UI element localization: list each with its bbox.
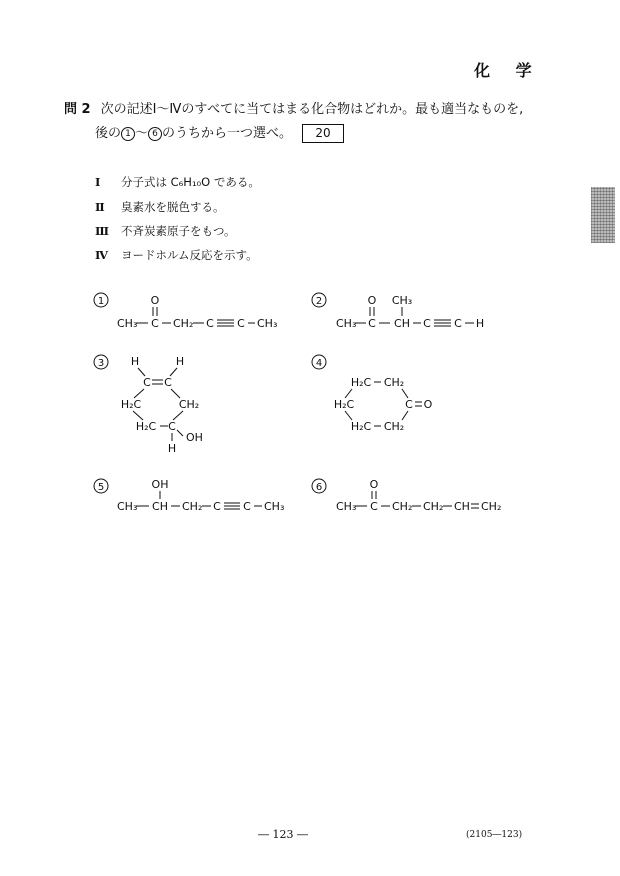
atom-label: CH₂	[182, 500, 203, 513]
atom-label: C	[405, 398, 413, 411]
option-number: 3	[97, 358, 105, 369]
atom-label: C	[164, 376, 172, 389]
atom-label: C	[168, 420, 176, 433]
atom-label: CH	[394, 317, 410, 330]
option-number: 6	[315, 482, 323, 493]
option-number: 1	[97, 296, 105, 307]
atom-label: CH₂	[423, 500, 444, 513]
atom-label: O	[369, 478, 379, 491]
question-text-2-prefix: 後の	[95, 126, 122, 141]
atom-label: C	[213, 500, 221, 513]
atom-label: CH₃	[336, 317, 357, 330]
statement-roman: Ⅲ	[95, 224, 110, 238]
option-number: 2	[315, 296, 323, 307]
atom-label: CH₂	[481, 500, 502, 513]
single-bond	[402, 411, 408, 420]
atom-label: O	[423, 398, 433, 411]
atom-label: H₂C	[350, 376, 372, 389]
question-text-2-suffix: のうちから一つ選べ。	[162, 126, 293, 141]
answer-box[interactable]: 20	[302, 124, 344, 143]
atom-label: C	[206, 317, 214, 330]
question-number: 問 2	[64, 102, 91, 117]
single-bond	[170, 368, 177, 376]
atom-label: CH₃	[117, 317, 138, 330]
atom-label: C	[370, 500, 378, 513]
atom-label: CH₂	[383, 376, 405, 389]
exam-code: (2105―123)	[466, 830, 523, 840]
atom-label: H₂C	[350, 420, 372, 433]
single-bond	[138, 368, 145, 376]
atom-label: OH	[151, 478, 169, 491]
statement-text: ヨードホルム反応を示す。	[121, 248, 258, 262]
atom-label: CH₂	[383, 420, 405, 433]
atom-label: C	[151, 317, 159, 330]
statement-text: 不斉炭素原子をもつ。	[121, 224, 236, 238]
single-bond	[402, 389, 408, 398]
statement-roman: Ⅳ	[95, 248, 109, 262]
choice-first-marker: 1	[121, 127, 135, 141]
atom-label: CH₃	[264, 500, 285, 513]
atom-label: H	[167, 442, 177, 455]
atom-label: O	[367, 294, 377, 307]
single-bond	[177, 430, 183, 436]
subject-title: 化 学	[474, 61, 542, 80]
atom-label: OH	[186, 431, 203, 444]
atom-label: C	[237, 317, 245, 330]
single-bond	[345, 389, 352, 398]
atom-label: H	[175, 355, 185, 368]
page-number: ― 123 ―	[258, 828, 308, 841]
single-bond	[133, 411, 143, 420]
atom-label: C	[368, 317, 376, 330]
option-4[interactable]	[312, 355, 433, 433]
statement-roman: Ⅰ	[95, 175, 101, 189]
option-6[interactable]	[312, 478, 501, 513]
atom-label: CH₃	[336, 500, 357, 513]
statement-text: 臭素水を脱色する。	[121, 200, 225, 214]
atom-label: H	[475, 317, 485, 330]
atom-label: CH₃	[391, 294, 413, 307]
atom-label: H₂C	[120, 398, 142, 411]
atom-label: CH₂	[173, 317, 194, 330]
atom-label: H	[130, 355, 140, 368]
option-number: 4	[315, 358, 323, 369]
atom-label: C	[243, 500, 251, 513]
single-bond	[171, 389, 180, 398]
option-2[interactable]	[312, 293, 484, 330]
single-bond	[134, 389, 144, 398]
atom-label: CH₃	[257, 317, 278, 330]
atom-label: H₂C	[135, 420, 157, 433]
atom-label: C	[423, 317, 431, 330]
atom-label: H₂C	[333, 398, 355, 411]
atom-label: O	[150, 294, 160, 307]
single-bond	[345, 411, 352, 420]
atom-label: CH	[454, 500, 470, 513]
statement-text: 分子式は C₆H₁₀O である。	[121, 175, 260, 189]
option-3[interactable]	[94, 355, 203, 455]
option-5[interactable]	[94, 478, 284, 513]
atom-label: CH₂	[178, 398, 200, 411]
statement-roman: Ⅱ	[95, 200, 105, 214]
atom-label: C	[143, 376, 151, 389]
atom-label: CH	[152, 500, 168, 513]
single-bond	[173, 411, 183, 420]
question-text-2-sep: ～	[135, 126, 149, 141]
atom-label: C	[454, 317, 462, 330]
atom-label: CH₂	[392, 500, 413, 513]
atom-label: CH₃	[117, 500, 138, 513]
choice-last-marker: 6	[148, 127, 162, 141]
option-1[interactable]	[94, 293, 277, 330]
question-text-1: 次の記述Ⅰ～Ⅳのすべてに当てはまる化合物はどれか。最も適当なものを,	[100, 102, 524, 117]
option-number: 5	[97, 482, 105, 493]
